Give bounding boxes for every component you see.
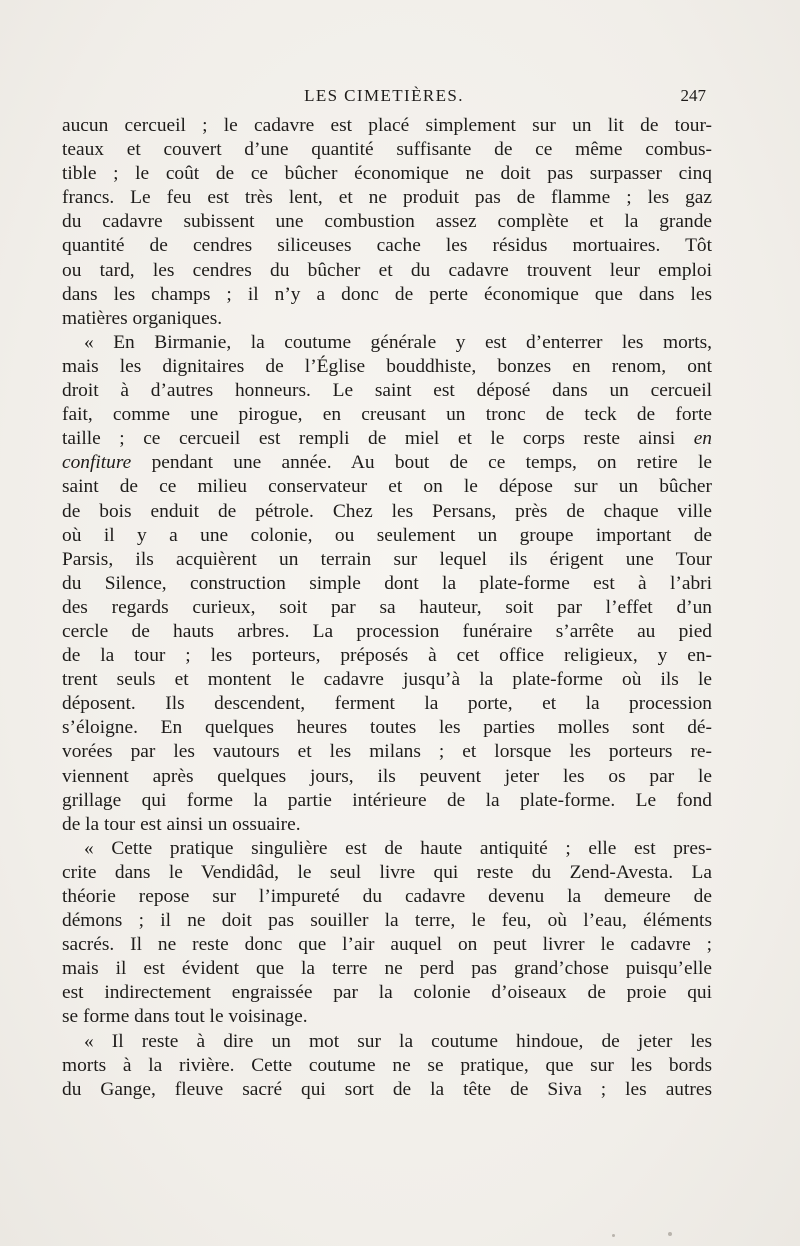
text-line: morts à la rivière. Cette coutume ne se pratique, que sur les bords (62, 1054, 712, 1076)
text-line: mais il est évident que la terre ne perd pas grand’chose puisqu’elle (62, 958, 712, 980)
text-line: dans les champs ; il n’y a donc de perte économique que dans les (62, 283, 712, 305)
italic-word: confiture (62, 452, 132, 474)
text-line: de la tour ; les porteurs, préposés à cet office religieux, y en- (62, 645, 712, 667)
text-line: tible ; le coût de ce bûcher économique ne doit pas surpasser cinq (62, 163, 712, 185)
text-line: viennent après quelques jours, ils peuvent jeter les os par le (62, 765, 712, 787)
text-line: du cadavre subissent une combustion assez complète et la grande (62, 211, 712, 233)
line-text: taille ; ce cercueil est rempli de miel et le corps reste ainsi (62, 428, 694, 450)
text-line: trent seuls et montent le cadavre jusqu’à la plate-forme où ils le (62, 669, 712, 691)
text-line: « Cette pratique singulière est de haute antiquité ; elle est pres- (84, 837, 712, 859)
text-line: grillage qui forme la partie intérieure de la plate-forme. Le fond (62, 789, 712, 811)
text-line: de la tour est ainsi un ossuaire. (62, 813, 301, 835)
text-line: théorie repose sur l’impureté du cadavre devenu la demeure de (62, 886, 712, 907)
text-line: du Gange, fleuve sacré qui sort de la tête de Siva ; les autres (62, 1078, 712, 1100)
text-line: cercle de hauts arbres. La procession funéraire s’arrête au pied (62, 620, 712, 642)
text-line: droit à d’autres honneurs. Le saint est déposé dans un cercueil (62, 380, 712, 402)
running-head (62, 84, 706, 110)
text-line: où il y a une colonie, ou seulement un groupe important de (62, 524, 712, 546)
text-line (62, 427, 712, 451)
line-text: pendant une année. Au bout de ce temps, on retire le (151, 452, 712, 474)
text-line: saint de ce milieu conservateur et on le dépose sur un bûcher (62, 476, 712, 498)
text-line: de bois enduit de pétrole. Chez les Persans, près de chaque ville (62, 500, 712, 522)
paper-speck (668, 1232, 672, 1236)
paper-speck (612, 1234, 615, 1237)
running-title: LES CIMETIÈRES. (304, 86, 464, 105)
text-line: teaux et couvert d’une quantité suffisante de ce même combus- (62, 139, 712, 161)
text-line: vorées par les vautours et les milans ; et lorsque les porteurs re- (62, 741, 712, 763)
text-line: des regards curieux, soit par sa hauteur, soit par l’effet d’un (62, 596, 712, 618)
text-line: Parsis, ils acquièrent un terrain sur lequel ils érigent une Tour (62, 548, 712, 570)
text-line: crite dans le Vendidâd, le seul livre qui reste du Zend-Avesta. La (62, 861, 712, 883)
text-line (62, 451, 712, 475)
text-line: quantité de cendres siliceuses cache les résidus mortuaires. Tôt (62, 235, 712, 257)
text-line: matières organiques. (62, 307, 223, 329)
italic-word: en (693, 428, 712, 450)
text-line: « Il reste à dire un mot sur la coutume hindoue, de jeter les (84, 1030, 712, 1052)
text-line: aucun cercueil ; le cadavre est placé simplement sur un lit de tour- (62, 115, 712, 136)
text-line: francs. Le feu est très lent, et ne produit pas de flamme ; les gaz (62, 187, 712, 209)
text-line: est indirectement engraissée par la colonie d’oiseaux de proie qui (62, 982, 712, 1004)
body-text (62, 114, 712, 1102)
text-line: mais les dignitaires de l’Église bouddhiste, bonzes en renom, ont (62, 355, 712, 377)
text-line: déposent. Ils descendent, ferment la porte, et la procession (62, 693, 712, 715)
text-line: démons ; il ne doit pas souiller la terre, le feu, où l’eau, éléments (62, 910, 712, 932)
text-line: ou tard, les cendres du bûcher et du cadavre trouvent leur emploi (62, 259, 712, 281)
text-line: du Silence, construction simple dont la plate-forme est à l’abri (62, 572, 712, 594)
text-line: s’éloigne. En quelques heures toutes les parties molles sont dé- (62, 717, 712, 739)
text-line: se forme dans tout le voisinage. (62, 1006, 308, 1028)
text-line: fait, comme une pirogue, en creusant un tronc de teck de forte (62, 404, 712, 426)
text-line: « En Birmanie, la coutume générale y est d’enterrer les morts, (84, 331, 712, 353)
text-line: sacrés. Il ne reste donc que l’air auquel on peut livrer le cadavre ; (62, 934, 712, 956)
page-number: 247 (680, 86, 706, 105)
